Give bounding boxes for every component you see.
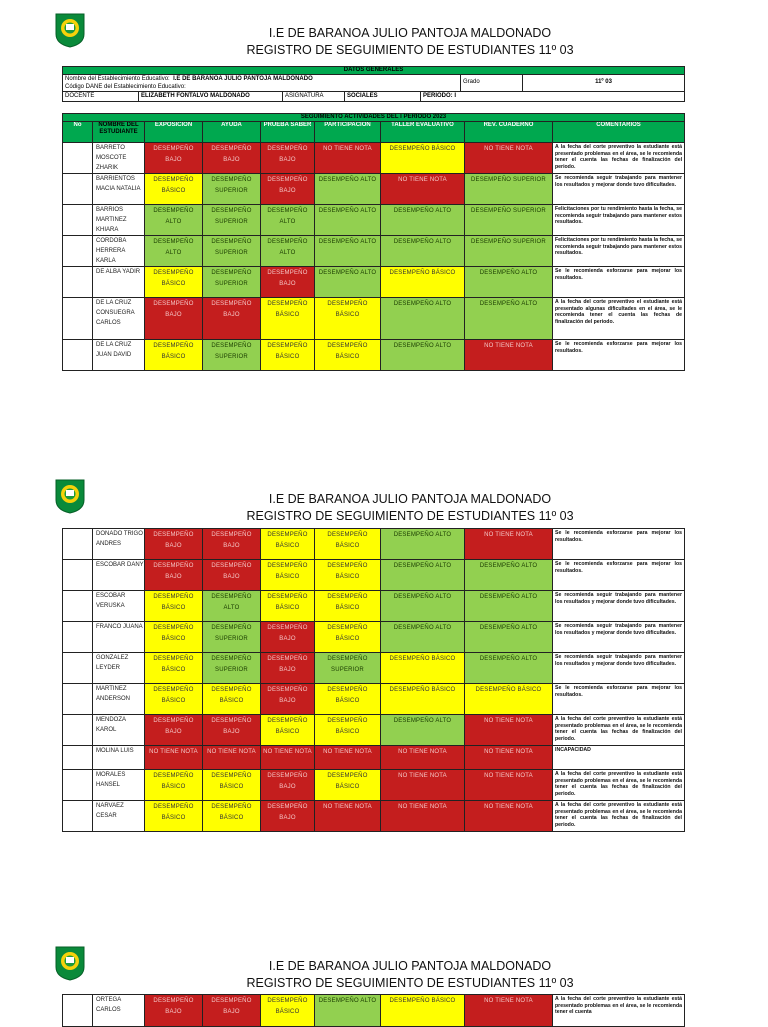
grade-cell: DESEMPEÑO BAJO	[261, 622, 315, 653]
grade-cell: DESEMPEÑO ALTO	[465, 591, 553, 622]
grade-cell: NO TIENE NOTA	[315, 143, 381, 174]
student-name: DE LA CRUZ JUAN DAVID	[93, 340, 145, 371]
grade-cell: DESEMPEÑO BAJO	[261, 143, 315, 174]
grade-cell: DESEMPEÑO BAJO	[145, 143, 203, 174]
grade-cell: NO TIENE NOTA	[465, 715, 553, 746]
school-title: I.E DE BARANOA JULIO PANTOJA MALDONADO	[268, 492, 552, 506]
students-table-2	[62, 528, 685, 832]
table-row	[63, 236, 685, 267]
grade-cell: DESEMPEÑO ALTO	[381, 205, 465, 236]
header-no: No	[63, 122, 93, 143]
table-row	[63, 560, 685, 591]
grade-cell: DESEMPEÑO BÁSICO	[145, 340, 203, 371]
grade-cell: DESEMPEÑO BÁSICO	[145, 653, 203, 684]
grade-cell: DESEMPEÑO BAJO	[261, 684, 315, 715]
grade-cell: DESEMPEÑO BÁSICO	[203, 770, 261, 801]
school-logo	[52, 945, 88, 981]
docente-label: DOCENTE	[63, 92, 139, 102]
grade-cell: DESEMPEÑO ALTO	[145, 236, 203, 267]
student-name: BARRIENTOS MACIA NATALIA	[93, 174, 145, 205]
header-taller: TALLER EVALUATIVO	[381, 122, 465, 143]
establecimiento-value: I.E DE BARANOA JULIO PANTOJA MALDONADO	[173, 76, 313, 82]
grade-cell: NO TIENE NOTA	[261, 746, 315, 770]
row-number	[63, 267, 93, 298]
grade-cell: DESEMPEÑO BÁSICO	[261, 715, 315, 746]
student-name: DE LA CRUZ CONSUEGRA CARLOS	[93, 298, 145, 340]
school-title: I.E DE BARANOA JULIO PANTOJA MALDONADO	[268, 959, 552, 973]
general-banner: DATOS GENERALES	[63, 67, 685, 75]
comment-cell: INCAPACIDAD	[553, 746, 685, 770]
header	[200, 25, 620, 59]
student-name: DE ALBA YADIR	[93, 267, 145, 298]
grade-cell: DESEMPEÑO SUPERIOR	[465, 205, 553, 236]
header-comentarios: COMENTARIOS	[553, 122, 685, 143]
grade-cell: DESEMPEÑO SUPERIOR	[203, 340, 261, 371]
grade-cell: DESEMPEÑO ALTO	[315, 995, 381, 1027]
grade-cell: DESEMPEÑO SUPERIOR	[465, 174, 553, 205]
comment-cell: Se recomienda seguir trabajando para mantener los resultados y mejorar donde tuvo dificultades.	[553, 622, 685, 653]
grade-cell: DESEMPEÑO ALTO	[381, 622, 465, 653]
seguimiento-banner: SEGUIMIENTO ACTIVIDADES DEL I PERIODO 2023	[63, 114, 685, 122]
student-name: DONADO TRIGO ANDRES	[93, 529, 145, 560]
student-name: MARTINEZ ANDERSON	[93, 684, 145, 715]
student-name: NARVAEZ CESAR	[93, 801, 145, 832]
grade-cell: DESEMPEÑO ALTO	[465, 622, 553, 653]
row-number	[63, 340, 93, 371]
grade-cell: DESEMPEÑO BAJO	[145, 529, 203, 560]
grade-cell: DESEMPEÑO ALTO	[381, 591, 465, 622]
student-name: MORALES HANSEL	[93, 770, 145, 801]
grade-cell: DESEMPEÑO ALTO	[261, 236, 315, 267]
establecimiento-cell: Nombre del Establecimiento Educativo: I.E DE BARANOA JULIO PANTOJA MALDONADO Código DANE del Establecimiento Educativo:	[63, 75, 461, 92]
student-name: ESCOBAR VERUSKA	[93, 591, 145, 622]
register-subtitle: REGISTRO DE SEGUIMIENTO DE ESTUDIANTES 11º 03	[246, 509, 574, 523]
school-logo	[52, 12, 88, 48]
grade-cell: DESEMPEÑO ALTO	[203, 591, 261, 622]
student-name: BARRIOS MARTINEZ KHIARA	[93, 205, 145, 236]
grade-cell: DESEMPEÑO BAJO	[261, 267, 315, 298]
grade-cell: DESEMPEÑO BÁSICO	[315, 529, 381, 560]
table-row	[63, 298, 685, 340]
grade-cell: DESEMPEÑO BÁSICO	[145, 801, 203, 832]
grade-cell: NO TIENE NOTA	[465, 143, 553, 174]
grade-cell: DESEMPEÑO ALTO	[381, 560, 465, 591]
grade-cell: DESEMPEÑO BÁSICO	[381, 653, 465, 684]
comment-cell: A la fecha del corte preventivo la estudiante está presentado problemas en el área, se le recomienda tener el cuenta las fechas de finalización del periodo.	[553, 770, 685, 801]
row-number	[63, 591, 93, 622]
student-name: CORDOBA HERRERA KARLA	[93, 236, 145, 267]
grado-label: Grado	[461, 75, 523, 92]
grade-cell: NO TIENE NOTA	[465, 995, 553, 1027]
grade-cell: DESEMPEÑO BÁSICO	[145, 591, 203, 622]
grade-cell: DESEMPEÑO ALTO	[381, 340, 465, 371]
grade-cell: DESEMPEÑO BAJO	[261, 653, 315, 684]
comment-cell: Se le recomienda esforzarse para mejorar los resultados.	[553, 267, 685, 298]
comment-cell: Se le recomienda esforzarse para mejorar los resultados.	[553, 560, 685, 591]
docente-value: ELIZABETH FONTALVO MALDONADO	[139, 92, 283, 102]
grade-cell: DESEMPEÑO BÁSICO	[381, 143, 465, 174]
comment-cell: Felicitaciones por tu rendimiento hasta la fecha, se recomienda seguir trabajando para mantener estos resultados.	[553, 236, 685, 267]
comment-cell: A la fecha del corte preventivo la estudiante está presentado problemas en el área, se le recomienda tener el cuenta	[553, 995, 685, 1027]
grade-cell: DESEMPEÑO BÁSICO	[315, 560, 381, 591]
header-nombre: NOMBRE DEL ESTUDIANTE	[93, 122, 145, 143]
grade-cell: DESEMPEÑO ALTO	[315, 205, 381, 236]
comment-cell: A la fecha del corte preventivo la estudiante está presentado problemas en el área, se le recomienda tener el cuenta las fechas de finalización del periodo.	[553, 143, 685, 174]
header-participacion: PARTICIPACIÓN	[315, 122, 381, 143]
grade-cell: DESEMPEÑO BÁSICO	[261, 529, 315, 560]
row-number	[63, 770, 93, 801]
grade-cell: DESEMPEÑO ALTO	[381, 236, 465, 267]
student-name: MENDOZA KAROL	[93, 715, 145, 746]
row-number	[63, 560, 93, 591]
student-name: FRANCO JUANA	[93, 622, 145, 653]
grade-cell: DESEMPEÑO BÁSICO	[315, 715, 381, 746]
student-name: ESCOBAR DANY	[93, 560, 145, 591]
grade-cell: NO TIENE NOTA	[315, 746, 381, 770]
asignatura-label: ASIGNATURA	[283, 92, 345, 102]
row-number	[63, 746, 93, 770]
grade-cell: DESEMPEÑO ALTO	[315, 174, 381, 205]
row-number	[63, 143, 93, 174]
row-number	[63, 622, 93, 653]
grade-cell: DESEMPEÑO BÁSICO	[315, 591, 381, 622]
grade-cell: DESEMPEÑO ALTO	[145, 205, 203, 236]
grade-cell: NO TIENE NOTA	[381, 746, 465, 770]
grade-cell: DESEMPEÑO BAJO	[261, 174, 315, 205]
grade-cell: NO TIENE NOTA	[203, 746, 261, 770]
students-table-1	[62, 113, 685, 371]
grade-cell: DESEMPEÑO SUPERIOR	[465, 236, 553, 267]
grade-cell: DESEMPEÑO ALTO	[381, 715, 465, 746]
grade-cell: DESEMPEÑO BÁSICO	[381, 995, 465, 1027]
row-number	[63, 529, 93, 560]
row-number	[63, 801, 93, 832]
grade-cell: DESEMPEÑO BÁSICO	[315, 684, 381, 715]
header-rev-cuaderno: REV. CUADERNO	[465, 122, 553, 143]
comment-cell: Se recomienda seguir trabajando para mantener los resultados y mejorar donde tuvo dificultades.	[553, 591, 685, 622]
periodo-value: PERIODO: I	[421, 92, 685, 102]
grade-cell: DESEMPEÑO BAJO	[145, 560, 203, 591]
table-row	[63, 174, 685, 205]
header-prueba-saber: PRUEBA SABER	[261, 122, 315, 143]
comment-cell: A la fecha del corte preventivo la estudiante está presentado problemas en el área, se le recomienda tener el cuenta las fechas de finalización del periodo.	[553, 715, 685, 746]
grade-cell: DESEMPEÑO BÁSICO	[261, 591, 315, 622]
register-subtitle: REGISTRO DE SEGUIMIENTO DE ESTUDIANTES 11º 03	[246, 43, 574, 57]
grade-cell: DESEMPEÑO BÁSICO	[261, 560, 315, 591]
grade-cell: NO TIENE NOTA	[381, 801, 465, 832]
grade-cell: DESEMPEÑO BAJO	[203, 715, 261, 746]
grade-cell: NO TIENE NOTA	[381, 770, 465, 801]
table-row	[63, 205, 685, 236]
grade-cell: NO TIENE NOTA	[315, 801, 381, 832]
grade-cell: DESEMPEÑO SUPERIOR	[203, 622, 261, 653]
header	[200, 491, 620, 525]
row-number	[63, 174, 93, 205]
grade-cell: DESEMPEÑO BÁSICO	[465, 684, 553, 715]
table-row	[63, 340, 685, 371]
table-row	[63, 684, 685, 715]
row-number	[63, 653, 93, 684]
docente-table	[62, 91, 685, 102]
grade-cell: NO TIENE NOTA	[381, 174, 465, 205]
grade-cell: DESEMPEÑO BAJO	[203, 560, 261, 591]
row-number	[63, 715, 93, 746]
grade-cell: DESEMPEÑO BAJO	[261, 801, 315, 832]
comment-cell: Se recomienda seguir trabajando para mantener los resultados y mejorar donde tuvo dificultades.	[553, 653, 685, 684]
student-name: ORTEGA CARLOS	[93, 995, 145, 1027]
asignatura-value: SOCIALES	[345, 92, 421, 102]
table-row	[63, 591, 685, 622]
grado-value: 11º 03	[523, 75, 685, 92]
comment-cell: Se le recomienda esforzarse para mejorar los resultados.	[553, 684, 685, 715]
grade-cell: DESEMPEÑO ALTO	[465, 298, 553, 340]
grade-cell: DESEMPEÑO BÁSICO	[145, 622, 203, 653]
table-row	[63, 653, 685, 684]
grade-cell: NO TIENE NOTA	[465, 746, 553, 770]
comment-cell: A la fecha del corte preventivo el estudiante está presentado algunas dificultades en el área, se le recomienda tener el cuenta las fechas de finalización del periodo.	[553, 298, 685, 340]
table-row	[63, 267, 685, 298]
header-exposicion: EXPOSICIÓN	[145, 122, 203, 143]
dane-label: Código DANE del Establecimiento Educativo:	[65, 84, 186, 90]
table-row	[63, 143, 685, 174]
table-row	[63, 770, 685, 801]
row-number	[63, 236, 93, 267]
grade-cell: DESEMPEÑO BÁSICO	[381, 684, 465, 715]
grade-cell: DESEMPEÑO SUPERIOR	[203, 653, 261, 684]
grade-cell: DESEMPEÑO BÁSICO	[145, 267, 203, 298]
row-number	[63, 684, 93, 715]
header-ayuda: AYUDA	[203, 122, 261, 143]
grade-cell: DESEMPEÑO BÁSICO	[261, 340, 315, 371]
grade-cell: DESEMPEÑO ALTO	[315, 236, 381, 267]
grade-cell: DESEMPEÑO BÁSICO	[203, 801, 261, 832]
comment-cell: Felicitaciones por tu rendimiento hasta la fecha, se recomienda seguir trabajando para mantener estos resultados.	[553, 205, 685, 236]
grade-cell: DESEMPEÑO ALTO	[381, 298, 465, 340]
school-title: I.E DE BARANOA JULIO PANTOJA MALDONADO	[268, 26, 552, 40]
grade-cell: DESEMPEÑO BAJO	[203, 529, 261, 560]
grade-cell: DESEMPEÑO BÁSICO	[145, 770, 203, 801]
grade-cell: NO TIENE NOTA	[465, 770, 553, 801]
grade-cell: DESEMPEÑO BÁSICO	[381, 267, 465, 298]
grade-cell: DESEMPEÑO SUPERIOR	[203, 236, 261, 267]
grade-cell: NO TIENE NOTA	[145, 746, 203, 770]
row-number	[63, 205, 93, 236]
grade-cell: DESEMPEÑO BAJO	[145, 298, 203, 340]
grade-cell: DESEMPEÑO BÁSICO	[261, 298, 315, 340]
row-number	[63, 995, 93, 1027]
table-row	[63, 715, 685, 746]
grade-cell: DESEMPEÑO ALTO	[465, 267, 553, 298]
comment-cell: Se recomienda seguir trabajando para mantener los resultados y mejorar donde tuvo dificultades.	[553, 174, 685, 205]
grade-cell: DESEMPEÑO BAJO	[261, 770, 315, 801]
grade-cell: DESEMPEÑO ALTO	[381, 529, 465, 560]
grade-cell: DESEMPEÑO BÁSICO	[145, 174, 203, 205]
grade-cell: DESEMPEÑO ALTO	[315, 267, 381, 298]
table-row	[63, 801, 685, 832]
student-name: BARRETO MOSCOTE ZHARIK	[93, 143, 145, 174]
table-row	[63, 995, 685, 1027]
grade-cell: DESEMPEÑO BÁSICO	[315, 298, 381, 340]
general-info-table	[62, 66, 685, 92]
register-subtitle: REGISTRO DE SEGUIMIENTO DE ESTUDIANTES 11º 03	[246, 976, 574, 990]
comment-cell: Se le recomienda esforzarse para mejorar los resultados.	[553, 340, 685, 371]
row-number	[63, 298, 93, 340]
grade-cell: DESEMPEÑO ALTO	[261, 205, 315, 236]
grade-cell: DESEMPEÑO BAJO	[145, 715, 203, 746]
grade-cell: DESEMPEÑO ALTO	[465, 560, 553, 591]
grade-cell: DESEMPEÑO SUPERIOR	[315, 653, 381, 684]
comment-cell: Se le recomienda esforzarse para mejorar los resultados.	[553, 529, 685, 560]
grade-cell: NO TIENE NOTA	[465, 340, 553, 371]
students-table-3	[62, 994, 685, 1027]
table-row	[63, 529, 685, 560]
grade-cell: DESEMPEÑO ALTO	[465, 653, 553, 684]
grade-cell: DESEMPEÑO BAJO	[203, 298, 261, 340]
grade-cell: DESEMPEÑO BÁSICO	[315, 340, 381, 371]
grade-cell: DESEMPEÑO BÁSICO	[261, 995, 315, 1027]
grade-cell: DESEMPEÑO SUPERIOR	[203, 174, 261, 205]
grade-cell: DESEMPEÑO BÁSICO	[315, 770, 381, 801]
grade-cell: DESEMPEÑO SUPERIOR	[203, 267, 261, 298]
grade-cell: DESEMPEÑO BAJO	[203, 995, 261, 1027]
school-logo	[52, 478, 88, 514]
grade-cell: DESEMPEÑO BÁSICO	[315, 622, 381, 653]
grade-cell: DESEMPEÑO SUPERIOR	[203, 205, 261, 236]
grade-cell: NO TIENE NOTA	[465, 801, 553, 832]
grade-cell: DESEMPEÑO BÁSICO	[145, 684, 203, 715]
grade-cell: DESEMPEÑO BAJO	[145, 995, 203, 1027]
grade-cell: NO TIENE NOTA	[465, 529, 553, 560]
table-row	[63, 746, 685, 770]
grade-cell: DESEMPEÑO BÁSICO	[203, 684, 261, 715]
student-name: GONZALEZ LEYDER	[93, 653, 145, 684]
grade-cell: DESEMPEÑO BAJO	[203, 143, 261, 174]
header	[200, 958, 620, 992]
comment-cell: A la fecha del corte preventivo la estudiante está presentado problemas en el área, se le recomienda tener el cuenta las fechas de finalización del periodo.	[553, 801, 685, 832]
table-row	[63, 622, 685, 653]
student-name: MOLINA LUIS	[93, 746, 145, 770]
